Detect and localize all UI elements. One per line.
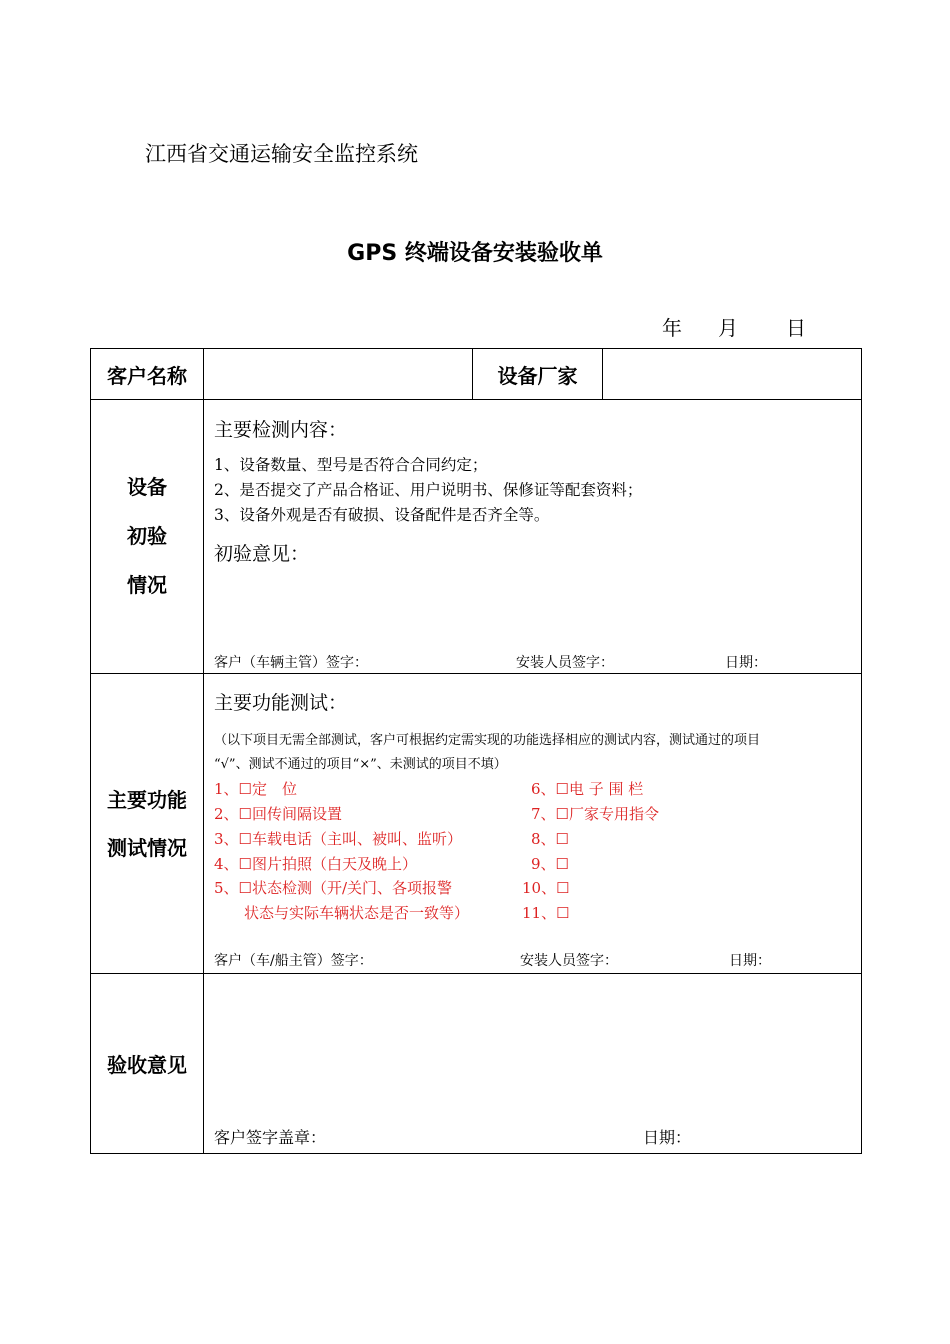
function-item[interactable]: 4、☐图片拍照（白天及晚上） xyxy=(214,855,417,873)
initial-inspection-label xyxy=(91,400,204,674)
label-line: 情况 xyxy=(127,573,167,597)
opinion-label: 初验意见： xyxy=(214,543,310,565)
function-item[interactable]: 5、☐状态检测（开/关门、各项报警 xyxy=(214,879,453,897)
installer-signature-label: 安装人员签字： xyxy=(516,655,614,671)
inspection-item: 3、设备外观是否有破损、设备配件是否齐全等。 xyxy=(214,506,550,524)
date-year: 年 xyxy=(662,316,682,340)
function-item[interactable]: 9、☐ xyxy=(531,855,569,873)
initial-inspection-content[interactable] xyxy=(204,400,862,674)
label-line: 设备 xyxy=(127,475,167,499)
function-test-note: （以下项目无需全部测试，客户可根据约定需实现的功能选择相应的测试内容，测试通过的项目 xyxy=(214,733,761,748)
form-title: GPS 终端设备安装验收单 xyxy=(347,241,603,266)
label-line: 初验 xyxy=(127,524,167,548)
function-item[interactable]: 7、☐厂家专用指令 xyxy=(531,805,659,823)
customer-row xyxy=(91,349,862,400)
installer-signature-label: 安装人员签字： xyxy=(520,953,618,969)
function-test-content[interactable] xyxy=(204,674,862,974)
acceptance-form-table xyxy=(90,348,862,1154)
inspection-item: 1、设备数量、型号是否符合合同约定； xyxy=(214,456,488,474)
customer-name-label: 客户名称 xyxy=(91,349,204,400)
date-day: 日 xyxy=(786,316,806,340)
acceptance-opinion-label: 验收意见 xyxy=(91,974,204,1154)
function-item[interactable]: 8、☐ xyxy=(531,830,569,848)
date-month: 月 xyxy=(718,316,738,340)
function-test-row xyxy=(91,674,862,974)
organization-name: 江西省交通运输安全监控系统 xyxy=(145,142,418,166)
customer-name-field[interactable] xyxy=(204,349,473,400)
function-item[interactable]: 2、☐回传间隔设置 xyxy=(214,805,342,823)
date-label: 日期： xyxy=(643,1128,692,1147)
function-test-label xyxy=(91,674,204,974)
date-label: 日期： xyxy=(725,655,767,671)
customer-signature-label: 客户（车辆主管）签字： xyxy=(214,655,368,671)
function-item[interactable]: 3、☐车载电话（主叫、被叫、监听） xyxy=(214,830,462,848)
function-item[interactable]: 6、☐电 子 围 栏 xyxy=(531,780,644,798)
function-item[interactable]: 10、☐ xyxy=(522,879,570,897)
manufacturer-label: 设备厂家 xyxy=(473,349,603,400)
date-label: 日期： xyxy=(729,953,771,969)
customer-signature-label: 客户（车/船主管）签字： xyxy=(214,953,373,969)
function-item[interactable]: 11、☐ xyxy=(522,904,570,922)
function-item-continuation: 状态与实际车辆状态是否一致等） xyxy=(214,904,470,922)
function-test-heading: 主要功能测试： xyxy=(214,692,348,714)
label-line: 主要功能 xyxy=(107,787,187,812)
function-test-note: “√”、测试不通过的项目“×”、未测试的项目不填） xyxy=(214,757,507,772)
acceptance-opinion-row xyxy=(91,974,862,1154)
function-item[interactable]: 1、☐定 位 xyxy=(214,780,297,798)
inspection-item: 2、是否提交了产品合格证、用户说明书、保修证等配套资料； xyxy=(214,481,643,499)
customer-stamp-label: 客户签字盖章： xyxy=(214,1128,327,1147)
inspection-heading: 主要检测内容： xyxy=(214,419,348,441)
initial-inspection-row xyxy=(91,400,862,674)
acceptance-opinion-content[interactable] xyxy=(204,974,862,1154)
label-line: 测试情况 xyxy=(107,835,187,860)
manufacturer-field[interactable] xyxy=(603,349,862,400)
